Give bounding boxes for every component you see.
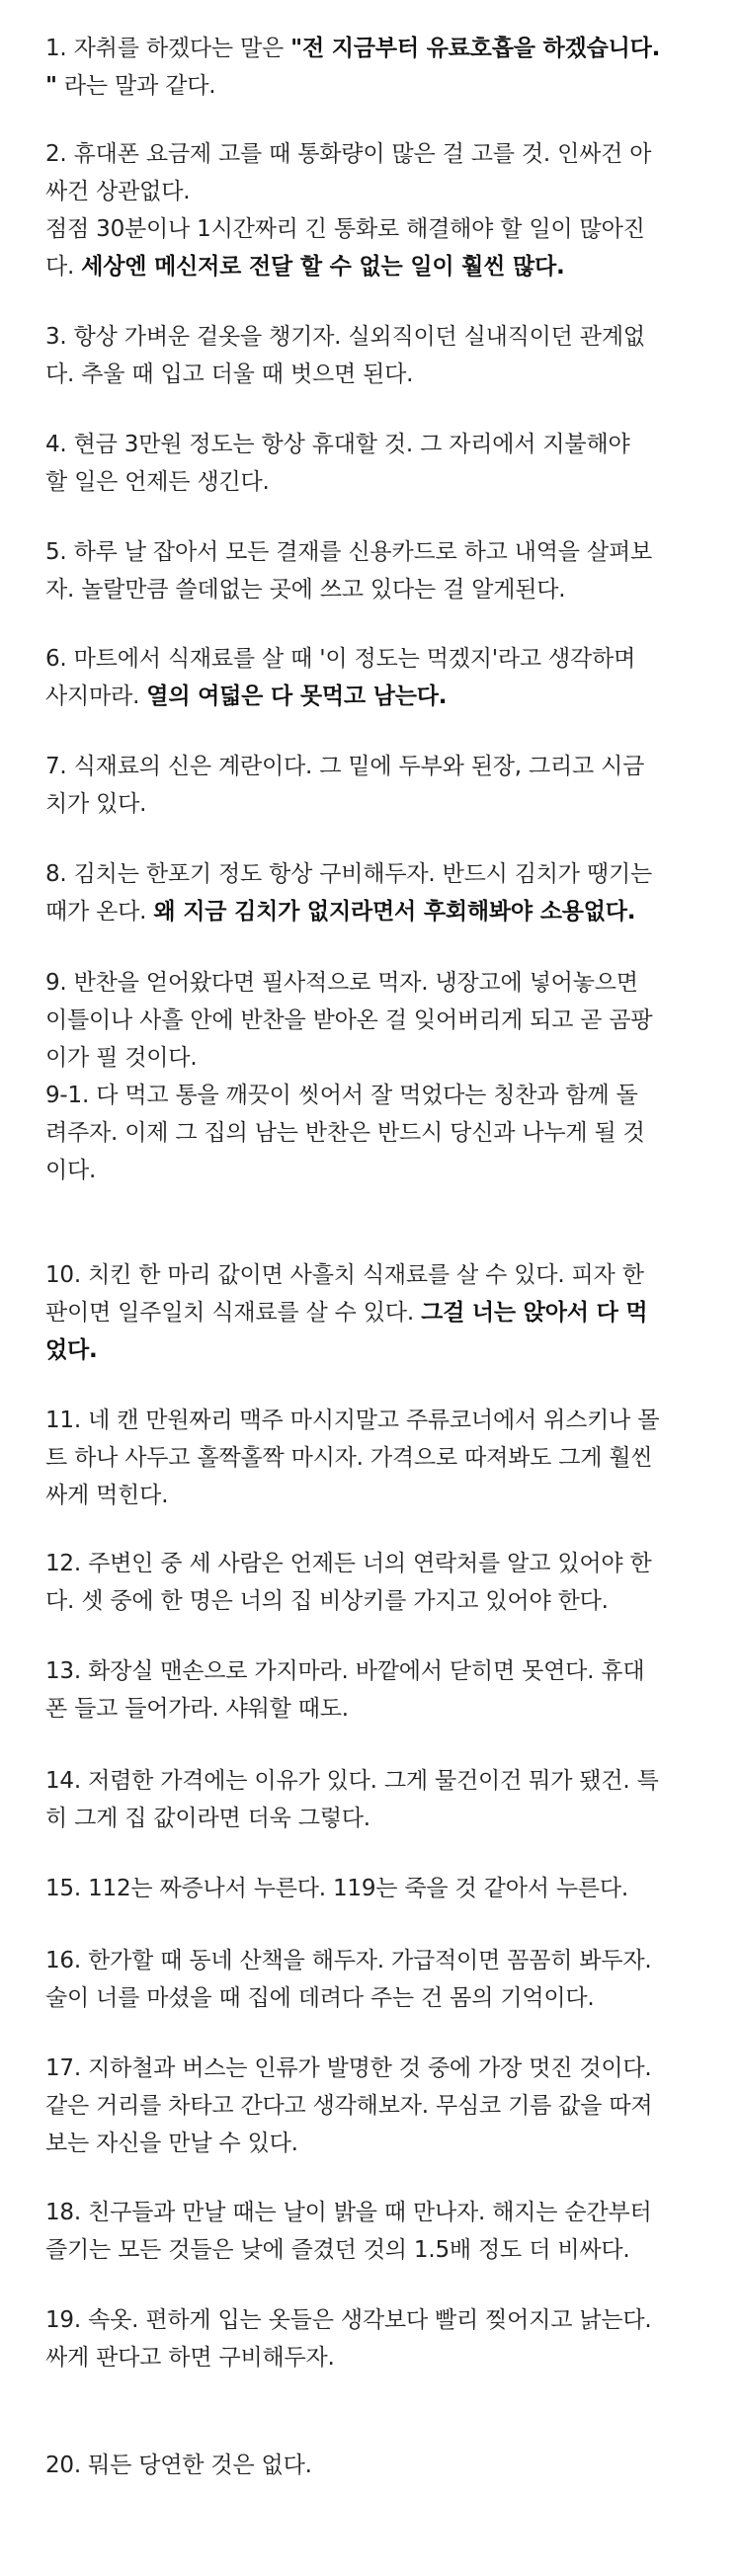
- body-text: 13. 화장실 맨손으로 가지마라. 바깥에서 닫히면 못연다. 휴대: [45, 1658, 645, 1684]
- tip-line: [45, 2231, 717, 2269]
- body-text: 11. 네 캔 만원짜리 맥주 마시지말고 주류코너에서 위스키나 몰: [45, 1408, 660, 1433]
- body-text: 판이면 일주일치 식재료를 살 수 있다.: [45, 1300, 422, 1326]
- body-text: 치가 있다.: [45, 791, 147, 817]
- tip-line: [45, 1294, 717, 1331]
- body-text: 6. 마트에서 식재료를 살 때 '이 정도는 먹겠지'라고 생각하며: [45, 646, 636, 672]
- body-text: 7. 식재료의 신은 계란이다. 그 밑에 두부와 된장, 그리고 시금: [45, 754, 645, 779]
- tip-line: [45, 1002, 717, 1039]
- tip-item-18: [45, 2194, 717, 2269]
- tip-line: [45, 1077, 717, 1114]
- tip-line: [45, 1582, 717, 1620]
- body-text: 려주자. 이제 그 집의 남는 반찬은 반드시 당신과 나누게 될 것: [45, 1120, 645, 1146]
- tip-line: [45, 210, 717, 248]
- body-text: 5. 하루 날 잡아서 모든 결재를 신용카드로 하고 내역을 살펴보: [45, 539, 652, 565]
- tip-line: [45, 1114, 717, 1152]
- tip-line: [45, 1545, 717, 1582]
- tip-item-10: [45, 1256, 717, 1369]
- body-text: 3. 항상 가벼운 겉옷을 챙기자. 실외직이던 실내직이던 관계없: [45, 324, 645, 350]
- tip-line: [45, 1690, 717, 1728]
- emphasis-text: 그걸 너는 앉아서 다 먹: [421, 1300, 648, 1326]
- body-text: 싸게 먹힌다.: [45, 1483, 169, 1508]
- body-text: 9. 반찬을 얻어왔다면 필사적으로 먹자. 냉장고에 넣어놓으면: [45, 970, 638, 996]
- body-text: 2. 휴대폰 요금제 고를 때 통화량이 많은 걸 고를 것. 인싸건 아: [45, 141, 652, 167]
- body-text: 자. 놀랄만큼 쓸데없는 곳에 쓰고 있다는 걸 알게된다.: [45, 577, 566, 603]
- body-text: 다.: [45, 254, 82, 280]
- body-text: 19. 속옷. 편하게 입는 옷들은 생각보다 빨리 찢어지고 낡는다.: [45, 2307, 652, 2333]
- tip-item-6: [45, 640, 717, 715]
- body-text: 이가 필 것이다.: [45, 1045, 198, 1071]
- tip-line: [45, 463, 717, 501]
- tip-line: [45, 571, 717, 608]
- body-text: 12. 주변인 중 세 사람은 언제든 너의 연락처를 알고 있어야 한: [45, 1551, 652, 1576]
- tip-line: [45, 248, 717, 285]
- tip-line: [45, 748, 717, 785]
- body-text: 9-1. 다 먹고 통을 깨끗이 씻어서 잘 먹었다는 칭찬과 함께 돌: [45, 1083, 638, 1108]
- tip-item-20: [45, 2447, 717, 2484]
- tip-line: [45, 1870, 717, 1907]
- tip-item-3: [45, 318, 717, 393]
- body-text: 즐기는 모든 것들은 낮에 즐겼던 것의 1.5배 정도 더 비싸다.: [45, 2237, 630, 2263]
- tip-line: [45, 1152, 717, 1189]
- body-text: 10. 치킨 한 마리 값이면 사흘치 식재료를 살 수 있다. 피자 한: [45, 1262, 644, 1288]
- tip-line: [45, 1439, 717, 1477]
- tip-line: [45, 1762, 717, 1800]
- tip-item-12: [45, 1545, 717, 1620]
- tip-item-19: [45, 2301, 717, 2376]
- body-text: 폰 들고 들어가라. 샤워할 때도.: [45, 1696, 349, 1722]
- tip-line: [45, 135, 717, 173]
- tip-line: [45, 356, 717, 393]
- tip-line: [45, 640, 717, 678]
- body-text: 할 일은 언제든 생긴다.: [45, 469, 270, 495]
- tip-item-14: [45, 1762, 717, 1837]
- tip-line: [45, 1942, 717, 1979]
- body-text: 점점 30분이나 1시간짜리 긴 통화로 해결해야 할 일이 많아진: [45, 216, 645, 242]
- body-text: 20. 뭐든 당연한 것은 없다.: [45, 2453, 312, 2478]
- tip-line: [45, 678, 717, 715]
- tip-item-17: [45, 2050, 717, 2162]
- body-text: 트 하나 사두고 홀짝홀짝 마시자. 가격으로 따져봐도 그게 훨씬: [45, 1445, 653, 1471]
- tip-item-5: [45, 533, 717, 608]
- emphasis-text: 세상엔 메신저로 전달 할 수 없는 일이 훨씬 많다.: [81, 254, 565, 280]
- body-text: 8. 김치는 한포기 정도 항상 구비해두자. 반드시 김치가 땡기는: [45, 861, 652, 887]
- tip-line: [45, 785, 717, 823]
- emphasis-text: 었다.: [45, 1337, 98, 1363]
- body-text: 14. 저렴한 가격에는 이유가 있다. 그게 물건이건 뭐가 됐건. 특: [45, 1768, 659, 1794]
- emphasis-text: 왜 지금 김치가 없지라면서 후회해봐야 소용없다.: [153, 899, 636, 925]
- body-text: 같은 거리를 차타고 간다고 생각해보자. 무심코 기름 값을 따져: [45, 2093, 653, 2119]
- tip-line: [45, 964, 717, 1002]
- body-text: 싸건 상관없다.: [45, 179, 191, 204]
- tip-line: [45, 1800, 717, 1837]
- tip-line: [45, 1477, 717, 1514]
- body-text: 다. 추울 때 입고 더울 때 벗으면 된다.: [45, 362, 414, 387]
- body-text: 17. 지하철과 버스는 인류가 발명한 것 중에 가장 멋진 것이다.: [45, 2055, 652, 2081]
- tip-line: [45, 2301, 717, 2339]
- tip-item-2: [45, 135, 717, 285]
- tip-line: [45, 2087, 717, 2125]
- tip-line: [45, 67, 717, 105]
- tip-line: [45, 533, 717, 571]
- tip-line: [45, 426, 717, 463]
- tip-line: [45, 173, 717, 210]
- body-text: 이틀이나 사흘 안에 반찬을 받아온 걸 잊어버리게 되고 곧 곰팡: [45, 1007, 653, 1033]
- body-text: 다. 셋 중에 한 명은 너의 집 비상키를 가지고 있어야 한다.: [45, 1588, 609, 1614]
- tip-item-9: [45, 964, 717, 1189]
- tip-item-8: [45, 855, 717, 930]
- tip-item-16: [45, 1942, 717, 2017]
- emphasis-text: "전 지금부터 유료호흡을 하겠습니다.: [290, 36, 661, 61]
- tip-line: [45, 1979, 717, 2017]
- body-text: 이다.: [45, 1158, 97, 1183]
- emphasis-text: 열의 여덟은 다 못먹고 남는다.: [146, 684, 448, 709]
- tip-item-13: [45, 1652, 717, 1728]
- tip-item-4: [45, 426, 717, 501]
- body-text: 술이 너를 마셨을 때 집에 데려다 주는 건 몸의 기억이다.: [45, 1985, 595, 2011]
- body-text: 1. 자취를 하겠다는 말은: [45, 36, 291, 61]
- body-text: 때가 온다.: [45, 899, 154, 925]
- tip-line: [45, 2194, 717, 2231]
- emphasis-text: ": [45, 73, 57, 99]
- tip-line: [45, 2339, 717, 2376]
- body-text: 16. 한가할 때 동네 산책을 해두자. 가급적이면 꼼꼼히 봐두자.: [45, 1948, 652, 1973]
- tip-line: [45, 318, 717, 356]
- tip-line: [45, 1402, 717, 1439]
- tip-item-15: [45, 1870, 717, 1907]
- body-text: 보는 자신을 만날 수 있다.: [45, 2131, 298, 2156]
- tip-line: [45, 1652, 717, 1690]
- tip-item-1: [45, 30, 717, 105]
- tip-line: [45, 893, 717, 930]
- body-text: 15. 112는 짜증나서 누른다. 119는 죽을 것 같아서 누른다.: [45, 1876, 629, 1901]
- body-text: 싸게 판다고 하면 구비해두자.: [45, 2345, 335, 2371]
- tip-item-11: [45, 1402, 717, 1514]
- body-text: 사지마라.: [45, 684, 147, 709]
- tip-line: [45, 2125, 717, 2162]
- body-text: 라는 말과 같다.: [56, 73, 216, 99]
- tip-line: [45, 1256, 717, 1294]
- tip-line: [45, 30, 717, 67]
- tip-line: [45, 1039, 717, 1077]
- tip-line: [45, 855, 717, 893]
- tip-item-7: [45, 748, 717, 823]
- tip-line: [45, 1331, 717, 1369]
- tip-line: [45, 2050, 717, 2087]
- body-text: 18. 친구들과 만날 때는 날이 밝을 때 만나자. 해지는 순간부터: [45, 2200, 652, 2225]
- body-text: 4. 현금 3만원 정도는 항상 휴대할 것. 그 자리에서 지불해야: [45, 432, 630, 457]
- body-text: 히 그게 집 값이라면 더욱 그렇다.: [45, 1806, 370, 1831]
- tip-line: [45, 2447, 717, 2484]
